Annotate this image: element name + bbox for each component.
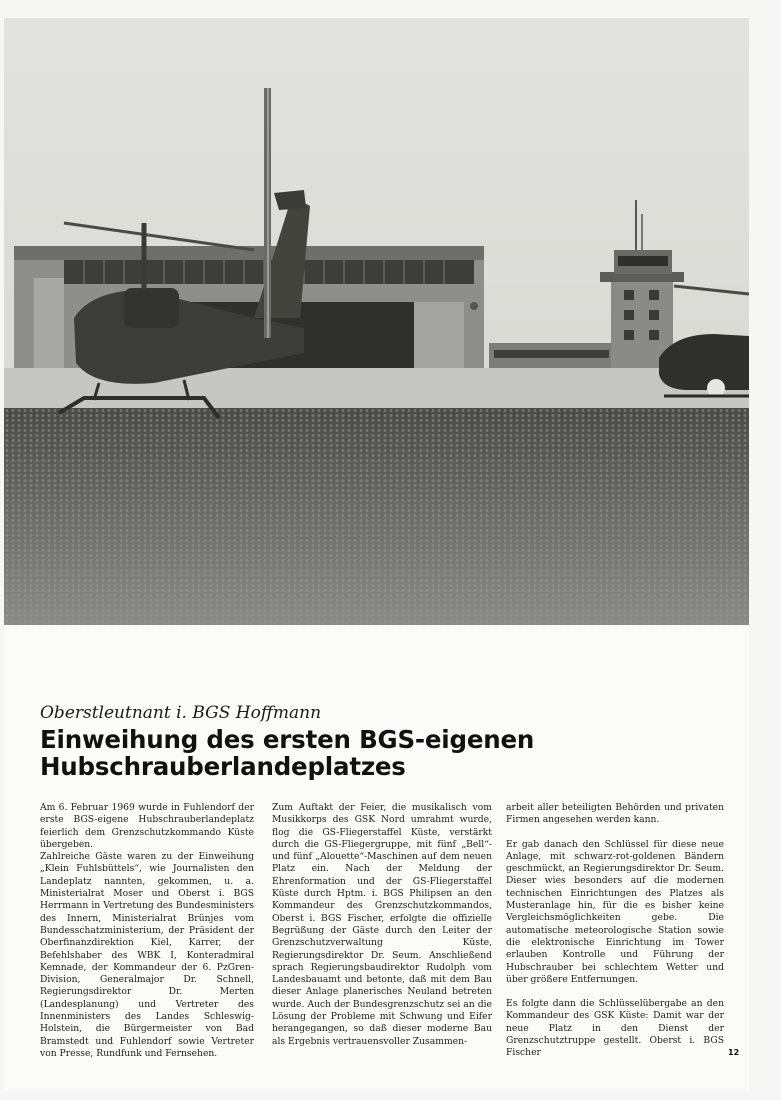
article-headline: [40, 726, 740, 780]
text-column-2: [272, 802, 492, 1048]
paragraph: Zum Auftakt der Feier, die musikalisch vom Musikkorps des GSK Nord umrahmt wurde, flog die GS-Fliegerstaffel Küste, verstärkt durch die GS-Fliegergruppe, mit fünf „Bell“- und fünf „Alouette“-Maschinen auf dem neuen Platz ein. Nach der Meldung der Ehrenformation und der GS-Fliegerstaffel Küste durch Hptm. i. BGS Philipsen an den Kommandeur des Grenzschutzkommandos, Oberst i. BGS Fischer, erfolgte die offizielle Begrüßung der Gäste durch den Leiter der Grenzschutzverwaltung Küste, Regierungsdirektor Dr. Seum. Anschließend sprach Regierungsbaudirektor Rudolph vom Landesbauamt und betonte, daß mit dem Bau dieser Anlage planerisches Neuland betreten wurde. Auch der Bundesgrenzschutz sei an die Lösung der Probleme mit Schwung und Eifer herangegangen, so daß dieser moderne Bau als Ergebnis vertrauensvoller Zusammen-: [272, 802, 492, 1047]
paragraph: Zahlreiche Gäste waren zu der Einweihung „Klein Fuhlsbüttels“, wie Journalisten den Landeplatz nannten, gekommen, u. a. Ministerialrat Moser und Oberst i. BGS Herrmann in Vertretung des Bundesministers des Innern, Ministerialrat Brünjes vom Bundesschatzministerium, der Präsident der Oberfinanzdirektion Kiel, Karrer, der Befehlshaber des WBK I, Konteradmiral Kemnade, der Kommandeur der 6. PzGren-Division, Generalmajor Dr. Schnell, Regierungsdirektor Dr. Merten (Landesplanung) und Vertreter des Innenministers des Landes Schleswig-Holstein, die Bürgermeister von Bad Bramstedt und Fuhlendorf sowie Vertreter von Presse, Rundfunk und Fernsehen.: [40, 851, 254, 1059]
paragraph: arbeit aller beteiligten Behörden und privaten Firmen angesehen werden kann.: [506, 802, 724, 826]
page-number: 12: [728, 1048, 740, 1057]
paragraph: Am 6. Februar 1969 wurde in Fuhlendorf der erste BGS-eigene Hubschrauberlandeplatz feierlich dem Grenzschutzkommando Küste übergeben.: [40, 802, 254, 850]
helicopter-airfield-photo: [4, 18, 749, 625]
article-byline: Oberstleutnant i. BGS Hoffmann: [40, 703, 322, 723]
text-column-1: [40, 802, 254, 1060]
headline-line-1: Einweihung des ersten BGS-eigenen: [40, 725, 535, 754]
text-column-3: [506, 802, 724, 1060]
paragraph: Er gab danach den Schlüssel für diese neue Anlage, mit schwarz-rot-goldenen Bändern geschmückt, an Regierungsdirektor Dr. Seum. Dieser wies besonders auf die modernen technischen Einrichtungen des Platzes als Musteranlage hin, für die es bisher keine Vergleichsmöglichkeiten gebe. Die automatische meteorologische Station sowie die elektronische Einrichtung im Tower erlauben Kontrolle und Führung der Hubschrauber bei schlechtem Wetter und über größere Entfernungen.: [506, 838, 724, 985]
paragraph: Es folgte dann die Schlüsselübergabe an den Kommandeur des GSK Küste: Damit war der neue Platz in den Dienst der Grenzschutztruppe gestellt. Oberst i. BGS Fischer: [506, 998, 724, 1059]
headline-line-2: Hubschrauberlandeplatzes: [40, 752, 406, 781]
